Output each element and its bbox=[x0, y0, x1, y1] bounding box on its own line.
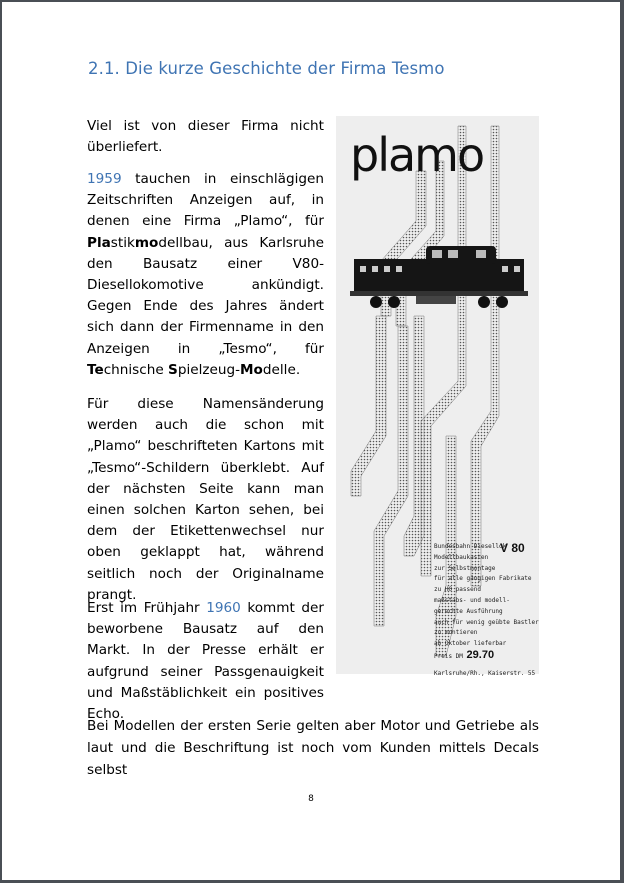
ad-address: Karlsruhe/Rh., Kaiserstr. 55 bbox=[434, 669, 536, 677]
paragraph-5: Bei Modellen der ersten Serie gelten aber Motor und Getriebe als laut und die Beschriftung ist noch vom Kunden mittels Decals selbst bbox=[87, 718, 539, 778]
ad-line: zu H0 passend bbox=[434, 586, 481, 594]
bold-span: Pla bbox=[87, 234, 111, 251]
ad-line: für alle gängigen Fabrikate bbox=[434, 575, 532, 583]
text-span: dellbau, aus Karlsruhe den Bausatz einer V80-Diesellokomotive ankündigt. Gegen Ende des Jahres ändert sich dann der Firmenname in den Anzeigen in „Tesmo“, für bbox=[87, 234, 324, 357]
ad-price-label: Preis DM bbox=[434, 652, 463, 660]
text-span: chnische bbox=[103, 361, 169, 378]
ad-line: Bundesbahn Diesellok bbox=[434, 543, 507, 550]
paragraph-3 bbox=[87, 394, 324, 606]
text-span: stik bbox=[110, 234, 135, 251]
bold-span: S bbox=[168, 361, 178, 378]
text-span: pielzeug- bbox=[177, 361, 241, 378]
text-span: tauchen in einschlägigen Zeitschriften Anzeigen auf, in denen eine Firma „Plamo“, für bbox=[87, 171, 324, 230]
ad-line: ab Oktober lieferbar bbox=[434, 640, 507, 648]
plamo-advertisement-image bbox=[336, 116, 539, 677]
text-span: kommt der beworbene Bausatz auf den Markt. In der Presse erhält er aufgrund seiner Passgenauigkeit und Maßstäblichkeit ein positives Echo. bbox=[87, 600, 324, 723]
ad-price: 29.70 bbox=[466, 648, 495, 661]
plamo-logo: plamo bbox=[350, 128, 484, 182]
year-1960: 1960 bbox=[206, 600, 241, 616]
ad-text-block bbox=[434, 542, 539, 680]
paragraph-1: Viel ist von dieser Firma nicht überliefert. bbox=[87, 118, 324, 156]
document-page bbox=[2, 2, 620, 880]
paragraph-4 bbox=[87, 598, 324, 725]
bold-span: Mo bbox=[240, 361, 263, 378]
year-1959: 1959 bbox=[87, 171, 122, 187]
bold-span: mo bbox=[134, 234, 159, 251]
ad-line: Modellbaukasten bbox=[434, 553, 489, 561]
ad-line: zur Selbstmontage bbox=[434, 564, 496, 572]
ad-line: maßstabs- und modell- bbox=[434, 596, 510, 604]
text-span: Erst im Frühjahr bbox=[87, 600, 207, 616]
ad-title: V 80 bbox=[500, 541, 525, 555]
paragraph-3-text: Für diese Namensänderung werden auch die schon mit „Plamo“ beschrifteten Kartons mit „Tesmo“-Schildern überklebt. Auf der nächsten Seite kann man einen solchen Karton sehen, bei dem der Etikettenwechsel nur oben geklappt hat, während seitlich noch der Originalname prangt. bbox=[87, 396, 324, 603]
ad-line: zu montieren bbox=[434, 629, 478, 637]
locomotive-illustration bbox=[350, 246, 528, 308]
paragraph-2 bbox=[87, 169, 324, 381]
ad-price-line bbox=[434, 650, 534, 663]
text-span: delle. bbox=[262, 361, 301, 378]
section-heading: 2.1. Die kurze Geschichte der Firma Tesmo bbox=[88, 59, 445, 78]
paragraph-intro bbox=[87, 116, 324, 158]
ad-line: gerechte Ausführung bbox=[434, 607, 503, 615]
ad-line: auch für wenig geübte Bastler bbox=[434, 618, 539, 626]
page-number: 8 bbox=[308, 794, 314, 804]
bold-span: Te bbox=[87, 361, 104, 378]
